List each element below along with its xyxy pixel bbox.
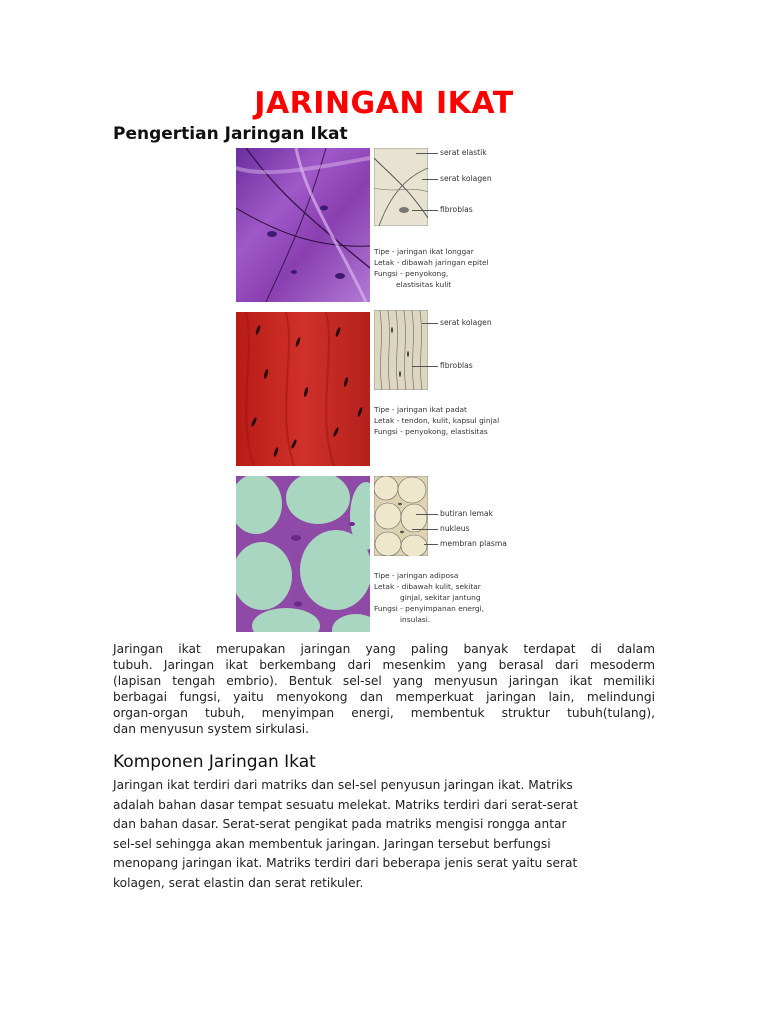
- paragraph-komponen: Jaringan ikat terdiri dari matriks dan sel-sel penyusun jaringan ikat. Matriks adalah bahan dasar tempat sesuatu melekat. Matriks terdiri dari serat-serat dan bahan dasar. Serat-serat pengikat pada matriks mengisi rongga antar sel-sel sehingga akan membentuk jaringan. Jaringan tersebut berfungsi menopang jaringan ikat. Matriks terdiri dari beberapa jenis serat yaitu serat kolagen, serat elastin dan serat retikuler.: [113, 778, 578, 890]
- page-title: JARINGAN IKAT: [254, 86, 514, 121]
- sketch-adipose-tissue: [374, 476, 428, 556]
- sketch-loose-connective-tissue: [374, 148, 428, 226]
- micrograph-adipose-tissue: [236, 476, 370, 632]
- label-serat-kolagen: serat kolagen: [440, 174, 492, 183]
- label-fibroblas: fibroblas: [440, 205, 473, 214]
- panel-description: Tipe - jaringan ikat longgar Letak - dibawah jaringan epitel Fungsi - penyokong, elastisitas kulit: [374, 247, 489, 289]
- paragraph-pengertian: Jaringan ikat merupakan jaringan yang paling banyak terdapat di dalam tubuh. Jaringan ikat berkembang dari mesenkim yang berasal dari mesoderm (lapisan tengah embrio). Bentuk sel-sel yang menyusun jaringan ikat memiliki berbagai fungsi, yaitu menyokong dan memperkuat jaringan lain, melindungi organ-organ tubuh, menyimpan energi, membentuk struktur tubuh(tulang), dan menyusun system sirkulasi.: [113, 642, 655, 736]
- connective-tissue-figure: [236, 146, 532, 634]
- micrograph-loose-connective-tissue: [236, 148, 370, 302]
- label-membran-plasma: membran plasma: [440, 539, 507, 548]
- label-nukleus: nukleus: [440, 524, 470, 533]
- label-serat-elastik: serat elastik: [440, 148, 487, 157]
- section-heading-komponen: Komponen Jaringan Ikat: [113, 752, 316, 772]
- label-fibroblas-2: fibroblas: [440, 361, 473, 370]
- micrograph-dense-connective-tissue: [236, 312, 370, 466]
- section-heading-pengertian: Pengertian Jaringan Ikat: [113, 124, 348, 144]
- label-butiran-lemak: butiran lemak: [440, 509, 493, 518]
- label-serat-kolagen-2: serat kolagen: [440, 318, 492, 327]
- panel-description: Tipe - jaringan adiposa Letak - dibawah kulit, sekitar ginjal, sekitar jantung Fungsi - penyimpanan energi, insulasi.: [374, 571, 484, 624]
- sketch-dense-connective-tissue: [374, 310, 428, 390]
- panel-description: Tipe - jaringan ikat padat Letak - tendon, kulit, kapsul ginjal Fungsi - penyokong, elastisitas: [374, 405, 500, 436]
